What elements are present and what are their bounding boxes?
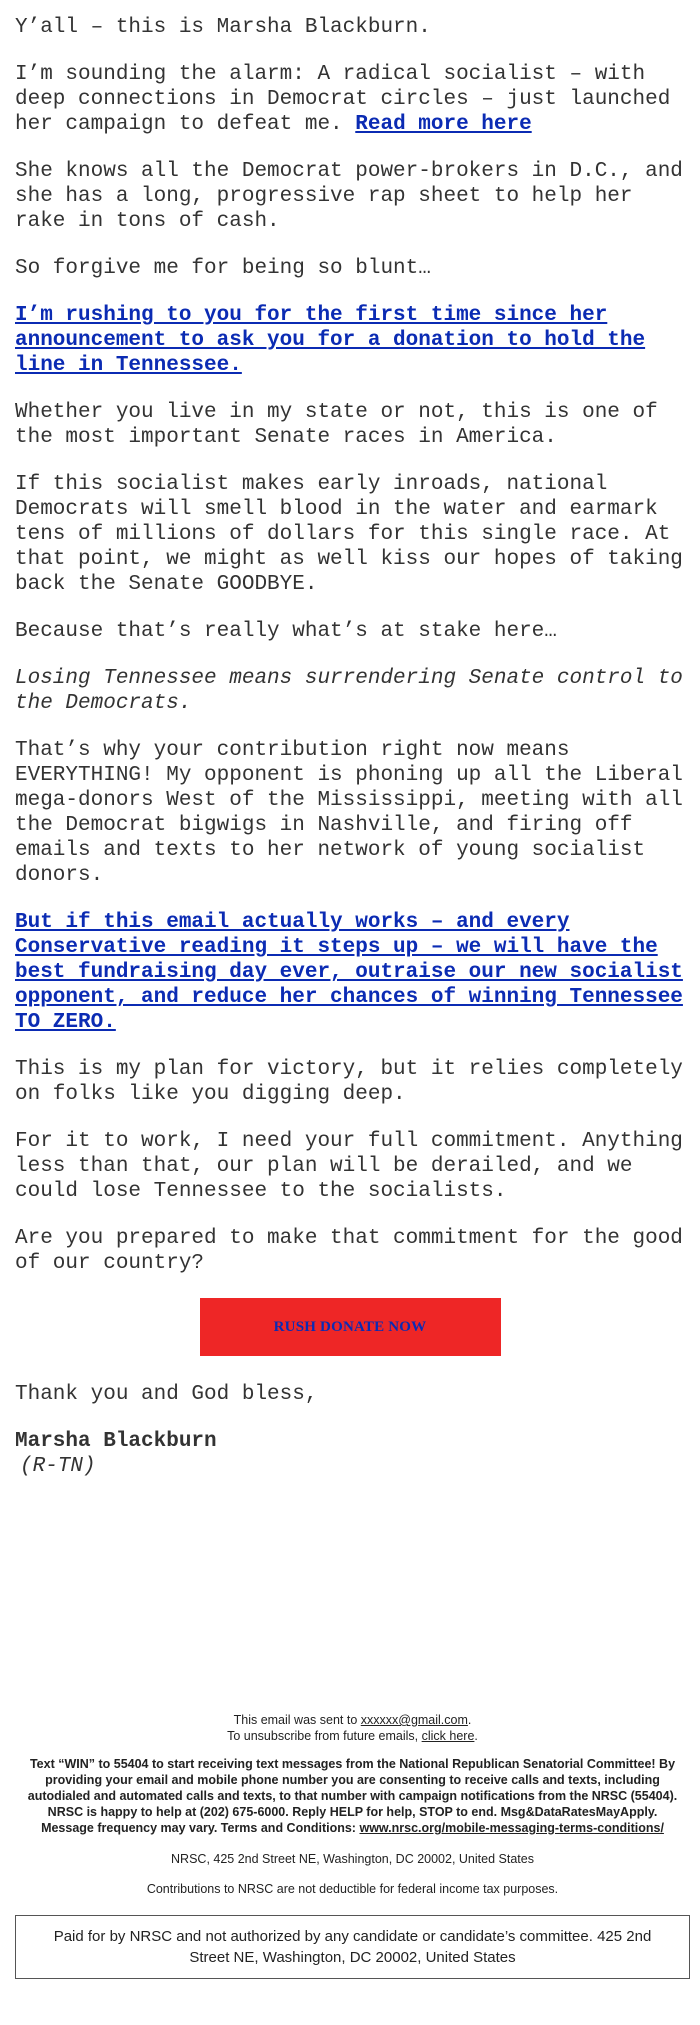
important-race-paragraph: Whether you live in my state or not, this is one of the most important Senate races in America. bbox=[15, 401, 658, 449]
plan-paragraph: This is my plan for victory, but it relies completely on folks like you digging deep. bbox=[15, 1058, 683, 1106]
greeting-paragraph: Y’all – this is Marsha Blackburn. bbox=[15, 16, 431, 39]
sms-optin-notice bbox=[15, 1756, 690, 1836]
inroads-paragraph: If this socialist makes early inroads, national Democrats will smell blood in the water and earmark tens of millions of dollars for this single race. At that point, we might as well kiss our hopes of taking back the Senate GOODBYE. bbox=[15, 473, 683, 596]
email-works-link[interactable]: But if this email actually works – and every Conservative reading it steps up – we will have the best fundraising day ever, outraise our new socialist opponent, and reduce her chances of winning Tennessee TO ZERO. bbox=[15, 911, 683, 1034]
losing-tennessee-text: Losing Tennessee means surrendering Senate control to the Democrats. bbox=[15, 667, 683, 715]
unsubscribe-suffix: . bbox=[474, 1729, 478, 1743]
blunt-paragraph: So forgive me for being so blunt… bbox=[15, 257, 431, 280]
losing-tennessee-paragraph bbox=[15, 666, 685, 716]
cta-container bbox=[15, 1298, 685, 1356]
rush-donate-button[interactable]: RUSH DONATE NOW bbox=[200, 1298, 501, 1356]
recipient-email-link[interactable]: xxxxxx@gmail.com bbox=[360, 1713, 468, 1727]
sent-to-line bbox=[15, 1712, 690, 1728]
at-stake-paragraph: Because that’s really what’s at stake here… bbox=[15, 620, 557, 643]
unsubscribe-prefix: To unsubscribe from future emails, bbox=[227, 1729, 422, 1743]
donation-ask-link[interactable]: I’m rushing to you for the first time since her announcement to ask you for a donation to hold the line in Tennessee. bbox=[15, 304, 646, 377]
email-works-paragraph bbox=[15, 910, 685, 1035]
commitment-paragraph: For it to work, I need your full commitment. Anything less than that, our plan will be derailed, and we could lose Tennessee to the socialists. bbox=[15, 1130, 683, 1203]
sent-to-prefix: This email was sent to bbox=[233, 1713, 361, 1727]
unsubscribe-link[interactable]: click here bbox=[421, 1729, 475, 1743]
signature-name: Marsha Blackburn bbox=[15, 1430, 217, 1453]
contribution-paragraph: That’s why your contribution right now means EVERYTHING! My opponent is phoning up all the Liberal mega-donors West of the Mississippi, meeting with all the Democrat bigwigs in Nashville, and firing off emails and texts to her network of young socialist donors. bbox=[15, 739, 683, 887]
sent-to-suffix: . bbox=[467, 1713, 472, 1727]
alarm-text: I’m sounding the alarm: A radical socialist – with deep connections in Democrat circles – just launched her campaign to defeat me. bbox=[15, 63, 671, 136]
power-brokers-paragraph: She knows all the Democrat power-brokers in D.C., and she has a long, progressive rap sheet to help her rake in tons of cash. bbox=[15, 160, 683, 233]
read-more-link[interactable]: Read more here bbox=[355, 113, 532, 136]
sms-optin-text: Text “WIN” to 55404 to start receiving text messages from the National Republican Senatorial Committee! By providing your email and mobile phone number you are consenting to receive calls and texts, including autodialed and automated calls and texts, to that number with campaign notifications from the NRSC (55404). NRSC is happy to help at (202) 675-6000. Reply HELP for help, STOP to end. Msg&DataRatesMayApply. Message frequency may vary. Terms and Conditions: bbox=[27, 1757, 678, 1835]
alarm-paragraph bbox=[15, 62, 685, 137]
closing-line: Thank you and God bless, bbox=[15, 1383, 318, 1406]
email-footer bbox=[15, 1712, 690, 1979]
email-body bbox=[15, 15, 685, 1479]
unsubscribe-line bbox=[15, 1728, 690, 1744]
donation-ask-paragraph bbox=[15, 303, 685, 378]
tax-disclaimer: Contributions to NRSC are not deductible for federal income tax purposes. bbox=[146, 1882, 559, 1896]
mailing-address: NRSC, 425 2nd Street NE, Washington, DC 20002, United States bbox=[171, 1852, 534, 1866]
terms-link[interactable]: www.nrsc.org/mobile-messaging-terms-conditions/ bbox=[359, 1821, 664, 1835]
paid-for-disclaimer: Paid for by NRSC and not authorized by any candidate or candidate’s committee. 425 2nd Street NE, Washington, DC 20002, United States bbox=[15, 1915, 690, 1979]
signature-party: (R-TN) bbox=[20, 1455, 96, 1478]
prepared-paragraph: Are you prepared to make that commitment for the good of our country? bbox=[15, 1227, 683, 1275]
